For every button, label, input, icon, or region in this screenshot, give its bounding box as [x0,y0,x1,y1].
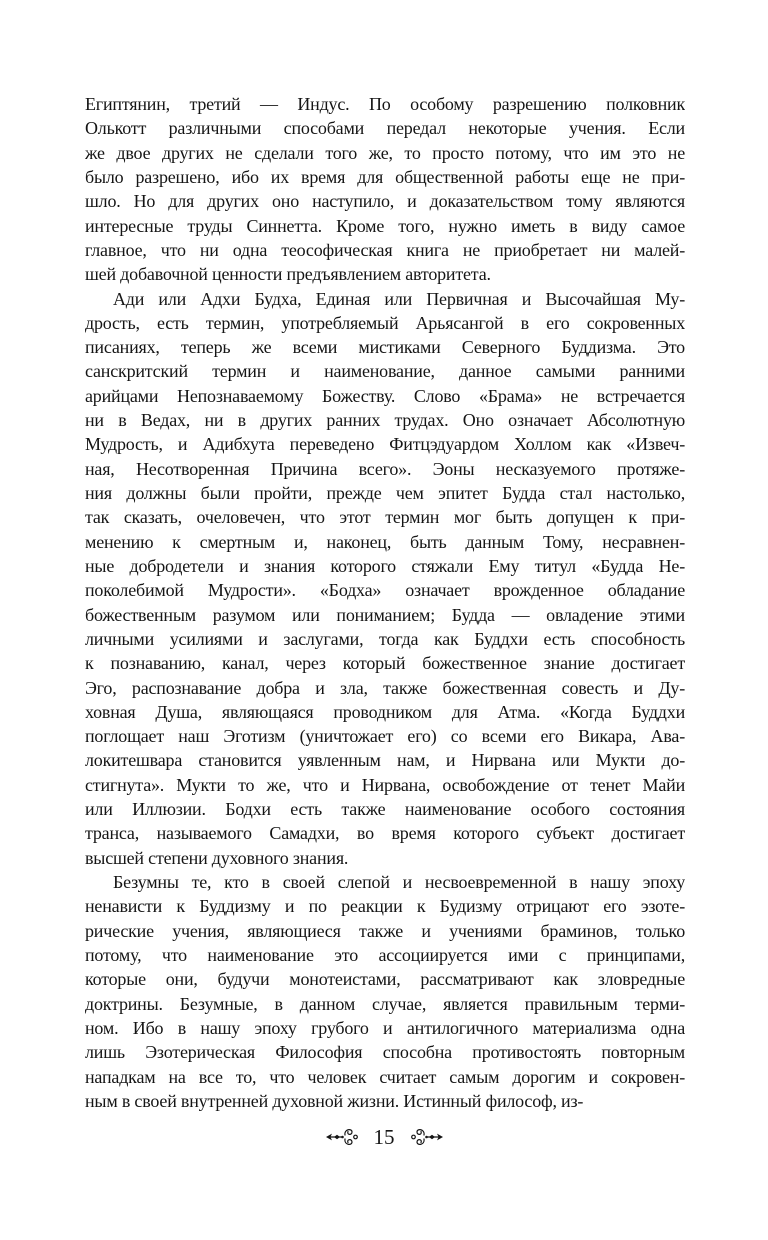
text-line: ни в Ведах, ни в других ранних трудах. Оно означает Абсолютную [85,410,685,431]
text-line: ным в своей внутренней духовной жизни. Истинный философ, из- [85,1090,584,1111]
text-line: божественным разумом или пониманием; Будда — овладение этими [85,604,685,625]
text-line: было разрешено, ибо их время для общественной работы еще не при- [85,166,685,187]
text-line: ные добродетели и знания которого стяжали Ему титул «Будда Не- [85,555,685,576]
text-line: Безумны те, кто в своей слепой и несвоевременной в нашу эпоху [113,872,685,892]
text-line: стигнута». Мукти то же, что и Нирвана, освобождение от тенет Майи [85,774,685,795]
text-line: санскритский термин и наименование, данное самыми ранними [85,361,685,382]
paragraph [85,870,685,1113]
text-line: к познаванию, канал, через который божественное знание достигает [85,653,685,674]
text-line: потому, что наименование это ассоциируется ими с принципами, [85,944,685,965]
text-line: или Иллюзии. Бодхи есть также наименование особого состояния [85,799,685,820]
text-line: ховная Душа, являющаяся проводником для Атма. «Когда Буддхи [85,701,685,722]
text-line: интересные труды Синнетта. Кроме того, нужно иметь в виду самое [85,215,685,236]
text-line: ная, Несотворенная Причина всего». Эоны несказуемого протяже- [85,458,685,479]
text-line: менению к смертным и, наконец, быть данным Тому, несравнен- [85,531,685,552]
text-line: шей добавочной ценности предъявлением авторитета. [85,264,491,285]
text-line: лишь Эзотерическая Философия способна противостоять повторным [85,1042,685,1063]
text-line: Олькотт различными способами передал некоторые учения. Если [85,118,685,139]
text-line: доктрины. Безумные, в данном случае, является правильным терми- [85,993,685,1014]
text-line: шло. Но для других оно наступило, и доказательством тому являются [85,191,685,212]
text-line: главное, что ни одна теософическая книга не приобретает ни малей- [85,239,685,260]
text-line: дрость, есть термин, употребляемый Арьясангой в его сокровенных [85,312,685,333]
text-line: транса, называемого Самадхи, во время которого субъект достигает [85,823,685,844]
text-line: ненависти к Буддизму и по реакции к Будизму отрицают его эзоте- [85,896,685,917]
text-line: же двое других не сделали того же, то просто потому, что им это не [85,142,685,163]
text-line: Ади или Адхи Будха, Единая или Первичная и Высочайшая Му- [113,288,685,309]
text-line: нападкам на все то, что человек считает самым дорогим и сокровен- [85,1066,685,1087]
text-line: Мудрость, и Адибхута переведено Фитцэдуардом Холлом как «Извеч- [85,434,685,455]
text-line: поглощает наш Эготизм (уничтожает его) со всеми его Викара, Ава- [85,726,685,747]
text-block [85,92,685,1113]
page-footer [0,1124,768,1150]
text-line: ном. Ибо в нашу эпоху грубого и антилогичного материализма одна [85,1017,685,1038]
text-line: так сказать, очеловечен, что этот термин мог быть допущен к при- [85,507,685,528]
printers-fleuron-left-icon [325,1125,359,1149]
text-line: высшей степени духовного знания. [85,847,349,868]
printers-fleuron-right-icon [410,1125,444,1149]
text-line: которые они, будучи монотеистами, рассматривают как зловредные [85,969,685,990]
text-line: Египтянин, третий — Индус. По особому разрешению полковник [85,94,685,114]
text-line: писаниях, теперь же всеми мистиками Северного Буддизма. Это [85,337,685,358]
text-line: локитешвара становится уявленным нам, и Нирвана или Мукти до- [85,750,685,771]
text-line: личными усилиями и заслугами, тогда как Буддхи есть способность [85,628,685,649]
text-line: ния должны были пройти, прежде чем эпитет Будда стал настолько, [85,483,685,503]
text-line: поколебимой Мудрости». «Бодха» означает врожденное обладание [85,580,685,601]
text-line: рические учения, являющиеся также и учениями браминов, только [85,920,685,941]
page-number: 15 [373,1125,395,1149]
text-line: Эго, распознавание добра и зла, также божественная совесть и Ду- [85,677,685,698]
paragraph [85,92,685,287]
paragraph [85,287,685,871]
text-line: арийцами Непознаваемому Божеству. Слово «Брама» не встречается [85,385,685,406]
